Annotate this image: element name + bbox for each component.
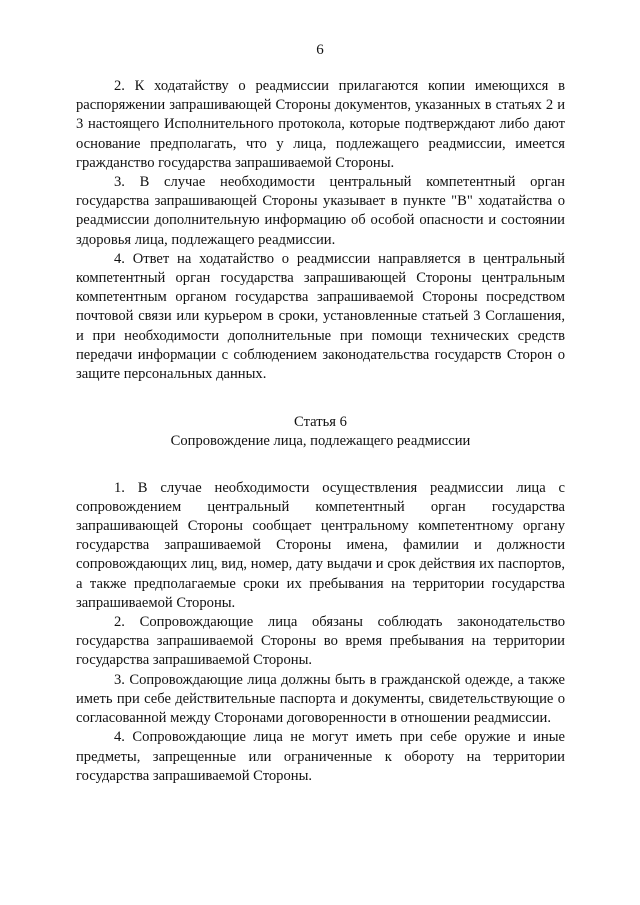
document-body [76,77,565,786]
article-5-paragraph-2: 2. К ходатайству о реадмиссии прилагаются копии имеющихся в распоряжении запрашивающей Стороны документов, указанных в статьях 2 и 3 настоящего Исполнительного протокола, которые подтверждают либо дают основание предполагать, что у лица, подлежащего реадмиссии, имеется гражданство государства запрашиваемой Стороны. [76,78,565,171]
article-5-paragraph-4: 4. Ответ на ходатайство о реадмиссии направляется в центральный компетентный орган государства запрашивающей Стороны центральным компетентным органом государства запрашиваемой Стороны посредством почтовой связи или курьером в сроки, установленные статьей 3 Соглашения, и при необходимости дополнительные при помощи технических средств передачи информации с соблюдением законодательства государств Сторон о защите персональных данных. [76,250,565,383]
article-6-paragraph-3: 3. Сопровождающие лица должны быть в гражданской одежде, а также иметь при себе действительные паспорта и документы, свидетельствующие о согласованной между Сторонами договоренности в отношении реадмиссии. [76,671,565,727]
article-6-paragraph-2: 2. Сопровождающие лица обязаны соблюдать законодательство государства запрашиваемой Стороны во время пребывания на территории государства запрашиваемой Стороны. [76,614,565,669]
article-6-paragraph-1: 1. В случае необходимости осуществления реадмиссии лица с сопровождением центральный компетентный орган государства запрашивающей Стороны сообщает центральному компетентному органу государства запрашиваемой Стороны имена, фамилии и должности сопровождающих лиц, вид, номер, дату выдачи и срок действия их паспортов, а также предполагаемые сроки их пребывания на территории государства запрашиваемой Стороны. [76,479,565,611]
page-number: 6 [316,42,324,58]
article-5-paragraph-3: 3. В случае необходимости центральный компетентный орган государства запрашивающей Стороны указывает в пункте "В" ходатайства о реадмиссии дополнительную информацию об особой опасности и состоянии здоровья лица, подлежащего реадмиссии. [76,174,565,248]
article-6-paragraph-4: 4. Сопровождающие лица не могут иметь при себе оружие и иные предметы, запрещенные или ограниченные к обороту на территории государства запрашиваемой Стороны. [76,729,565,784]
article-6-title: Сопровождение лица, подлежащего реадмиссии [170,433,471,450]
article-6-number: Статья 6 [294,414,347,431]
